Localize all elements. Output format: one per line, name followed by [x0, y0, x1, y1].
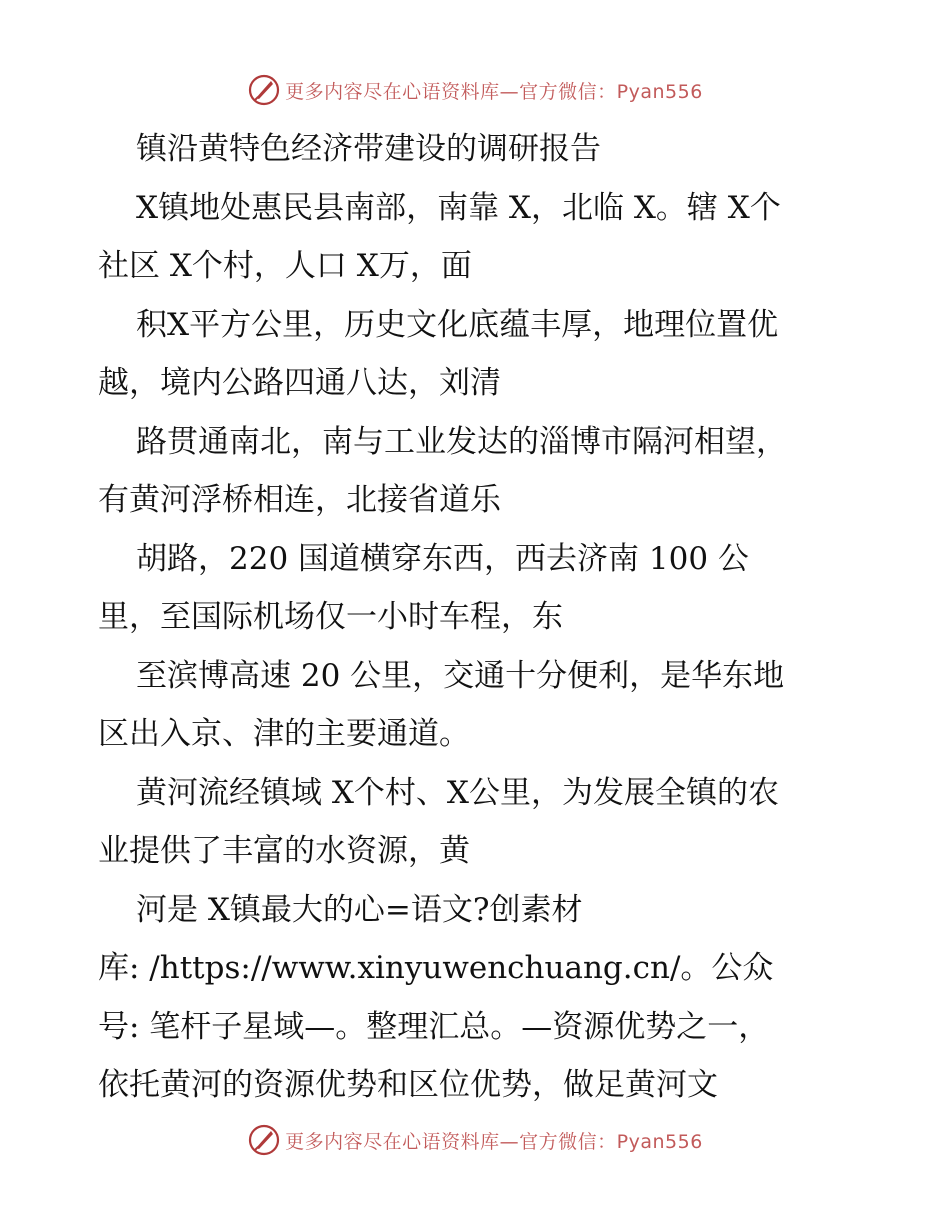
text-line: 库: /https://www.xinyuwenchuang.cn/。公众	[98, 950, 774, 986]
text-line: 有黄河浮桥相连，北接省道乐	[98, 482, 501, 518]
text-line: 胡路，220 国道横穿东西，西去济南 100 公	[136, 540, 749, 577]
document-body	[98, 120, 858, 1115]
header-banner	[0, 70, 950, 110]
quill-logo-icon	[247, 73, 281, 107]
text-line: 至滨博高速 20 公里，交通十分便利，是华东地	[136, 657, 785, 694]
text-line: X镇地处惠民县南部，南靠 X，北临 X。辖 X个	[136, 189, 781, 226]
text-line: 区出入京、津的主要通道。	[98, 716, 470, 752]
text-line: 河是 X镇最大的心=语文?创素材	[136, 891, 583, 928]
text-line: 社区 X个村，人口 X万，面	[98, 248, 472, 284]
footer-banner	[0, 1120, 950, 1160]
header-banner-text: 更多内容尽在心语资料库—官方微信：Pyan556	[285, 80, 703, 103]
quill-logo-icon	[247, 1123, 281, 1157]
text-line: 号: 笔杆子星域—。整理汇总。—资源优势之一，	[98, 1008, 770, 1045]
document-title: 镇沿黄特色经济带建设的调研报告	[136, 131, 601, 167]
text-line: 路贯通南北，南与工业发达的淄博市隔河相望，	[136, 423, 787, 460]
footer-banner-text: 更多内容尽在心语资料库—官方微信：Pyan556	[285, 1130, 703, 1153]
text-line: 积X平方公里，历史文化底蕴丰厚，地理位置优	[136, 306, 779, 343]
text-line: 依托黄河的资源优势和区位优势，做足黄河文	[98, 1067, 718, 1103]
text-line: 里，至国际机场仅一小时车程，东	[98, 599, 563, 635]
text-line: 越，境内公路四通八达，刘清	[98, 365, 501, 401]
text-line: 业提供了丰富的水资源，黄	[98, 833, 470, 869]
text-line: 黄河流经镇域 X个村、X公里，为发展全镇的农	[136, 774, 779, 811]
